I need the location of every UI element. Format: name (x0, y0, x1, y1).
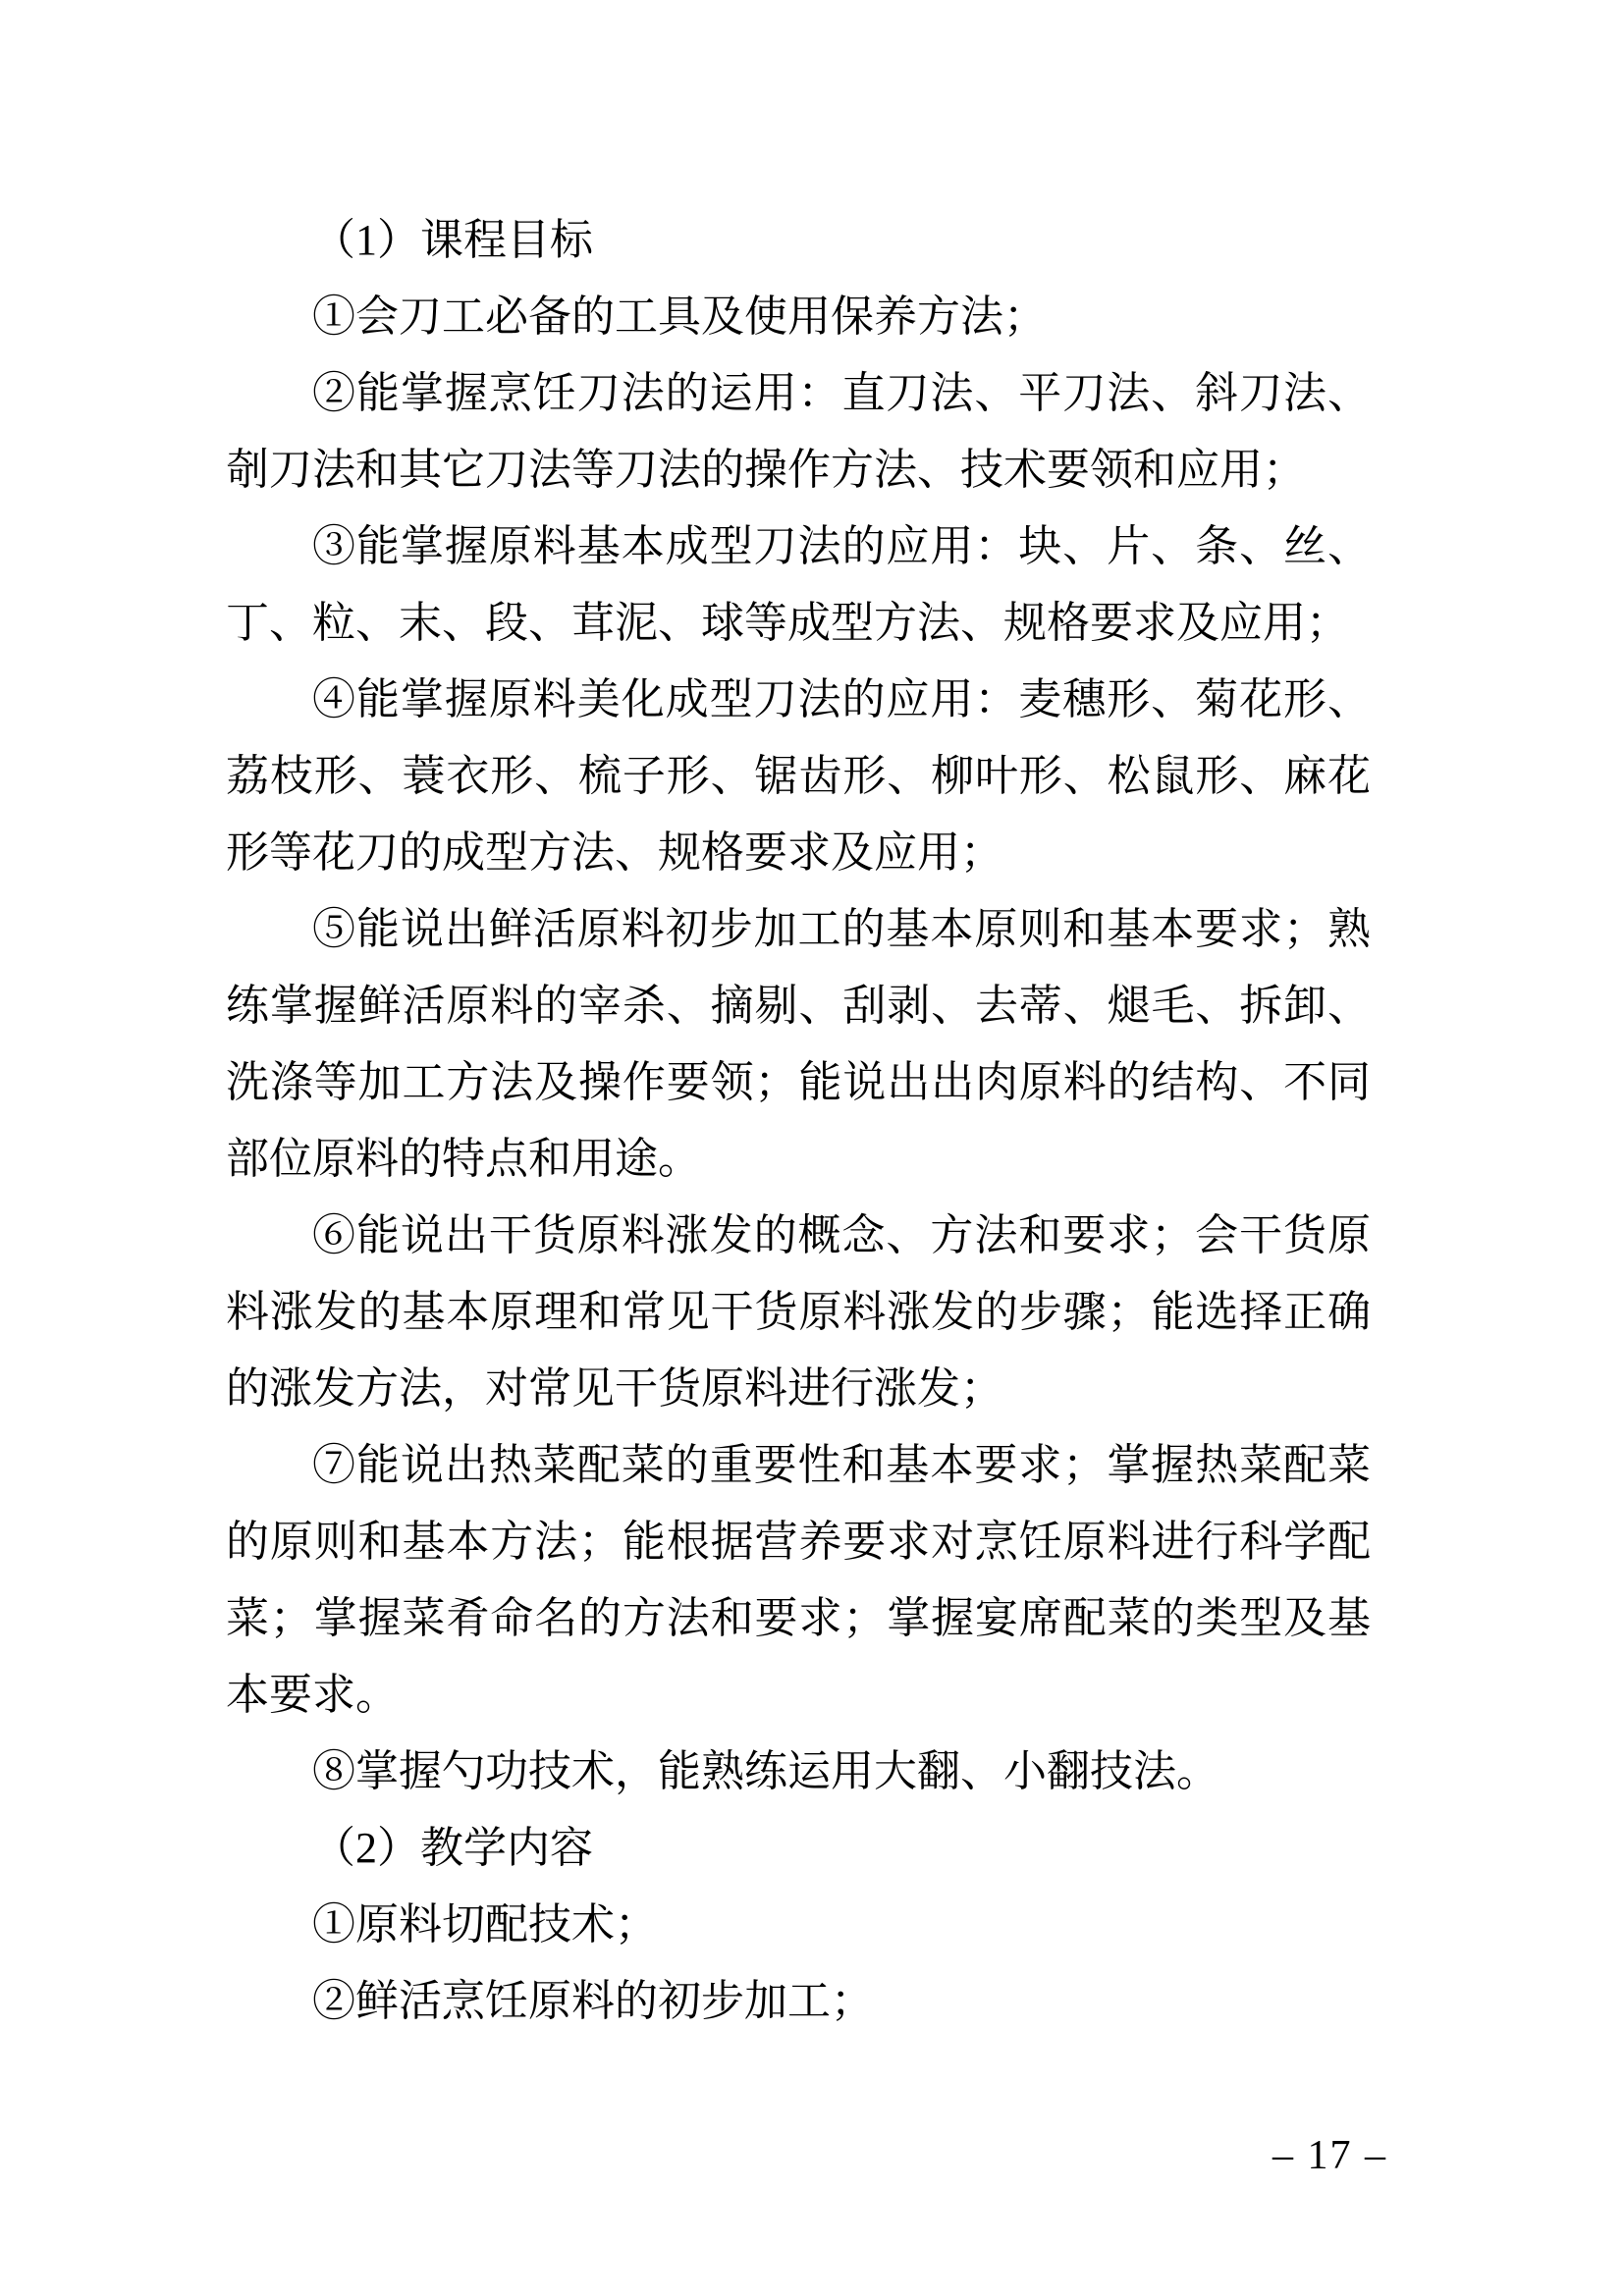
page-number: – 17 – (1272, 2133, 1387, 2178)
text-line: 练掌握鲜活原料的宰杀、摘剔、刮剥、去蒂、煺毛、拆卸、 (226, 982, 1371, 1030)
text-line: 剞刀法和其它刀法等刀法的操作方法、技术要领和应用； (226, 446, 1306, 494)
text-line: ④能掌握原料美化成型刀法的应用：麦穗形、菊花形、 (312, 675, 1371, 723)
text-line: 的涨发方法，对常见干货原料进行涨发； (226, 1364, 1003, 1413)
text-line: ③能掌握原料基本成型刀法的应用：块、片、条、丝、 (312, 522, 1371, 570)
text-line: 部位原料的特点和用途。 (226, 1135, 701, 1183)
text-line: 丁、粒、末、段、茸泥、球等成型方法、规格要求及应用； (226, 599, 1349, 647)
text-line: ①会刀工必备的工具及使用保养方法； (312, 293, 1047, 341)
text-line: （1）课程目标 (312, 216, 593, 264)
page-body (226, 202, 1371, 2040)
text-line: ⑥能说出干货原料涨发的概念、方法和要求；会干货原 (312, 1211, 1371, 1259)
text-line: 洗涤等加工方法及操作要领；能说出出肉原料的结构、不同 (226, 1058, 1371, 1106)
text-line: ②鲜活烹饪原料的初步加工； (312, 1977, 874, 2025)
text-line: ⑤能说出鲜活原料初步加工的基本原则和基本要求；熟 (312, 905, 1371, 953)
text-line: ②能掌握烹饪刀法的运用：直刀法、平刀法、斜刀法、 (312, 369, 1371, 417)
text-line: ①原料切配技术； (312, 1900, 658, 1949)
text-line: ⑦能说出热菜配菜的重要性和基本要求；掌握热菜配菜 (312, 1441, 1371, 1489)
text-line: 菜；掌握菜肴命名的方法和要求；掌握宴席配菜的类型及基 (226, 1594, 1371, 1642)
text-line: ⑧掌握勺功技术，能熟练运用大翻、小翻技法。 (312, 1747, 1219, 1795)
text-line: 的原则和基本方法；能根据营养要求对烹饪原料进行科学配 (226, 1518, 1371, 1566)
text-line: 本要求。 (226, 1671, 399, 1719)
text-line: （2）教学内容 (312, 1824, 593, 1872)
text-line: 料涨发的基本原理和常见干货原料涨发的步骤；能选择正确 (226, 1288, 1371, 1336)
text-line: 荔枝形、蓑衣形、梳子形、锯齿形、柳叶形、松鼠形、麻花 (226, 752, 1371, 800)
text-line: 形等花刀的成型方法、规格要求及应用； (226, 828, 1003, 877)
